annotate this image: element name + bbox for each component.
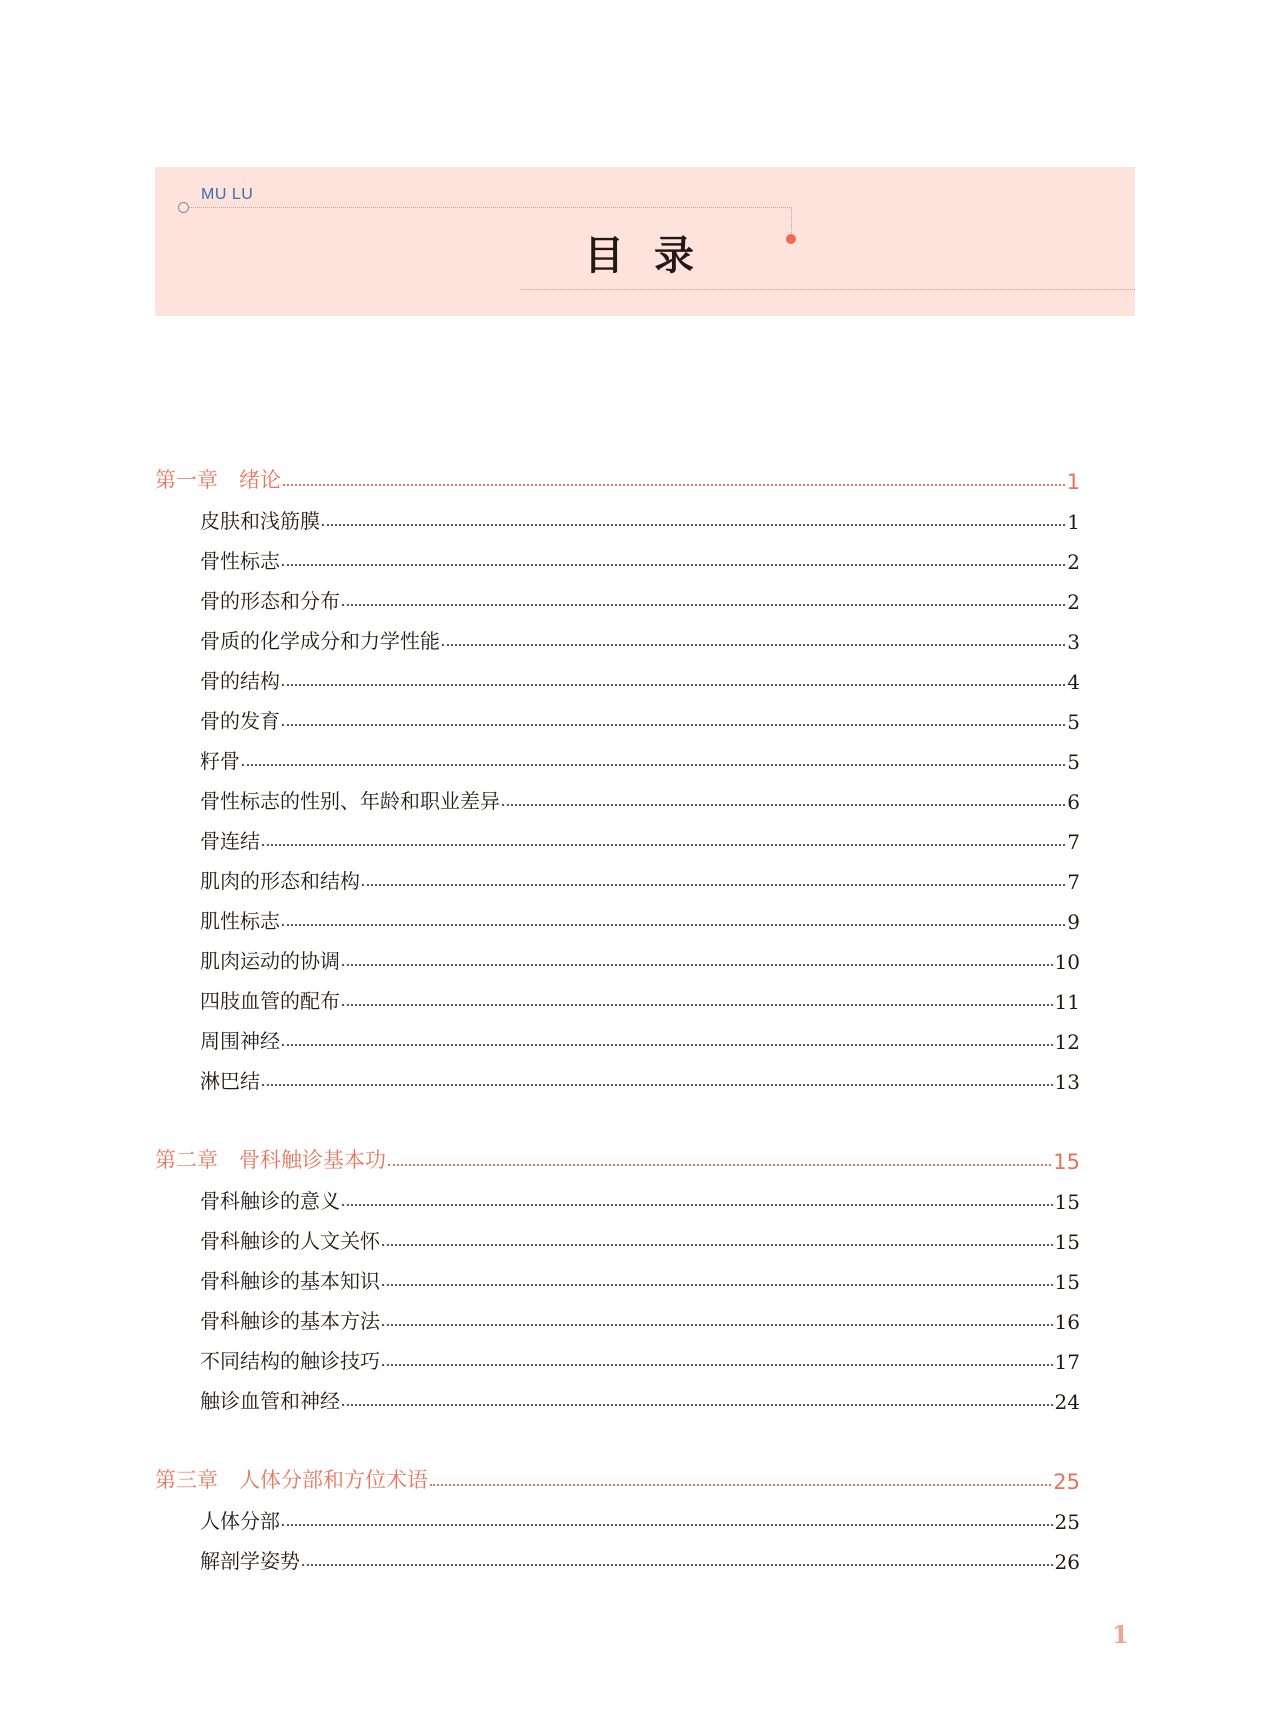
entry-title: 淋巴结 [200,1069,260,1093]
page-ref: 15 [1053,1150,1080,1174]
toc-entry[interactable] [200,1018,1080,1054]
dot-leader [382,1284,1053,1286]
dot-leader [430,1484,1051,1486]
ring-marker-icon [178,202,189,213]
entry-title: 骨科触诊的人文关怀 [200,1229,380,1253]
page-ref: 4 [1067,670,1080,694]
page-ref: 3 [1067,630,1080,654]
page-ref: 24 [1054,1390,1080,1414]
dot-leader [342,1204,1053,1206]
page-ref: 2 [1067,550,1080,574]
toc-entry[interactable] [200,1298,1080,1334]
page-ref: 26 [1054,1550,1080,1574]
page-ref: 13 [1054,1070,1080,1094]
toc-entry[interactable] [200,658,1080,694]
dot-leader [262,844,1065,846]
entry-title: 触诊血管和神经 [200,1389,340,1413]
entry-title: 肌肉运动的协调 [200,949,340,973]
entry-title: 不同结构的触诊技巧 [200,1349,380,1373]
entry-title: 骨科触诊的基本知识 [200,1269,380,1293]
dot-leader [283,484,1065,486]
decorative-dotted-line-vertical [791,207,792,235]
page-ref: 6 [1067,790,1080,814]
entry-title: 解剖学姿势 [200,1549,300,1573]
decorative-dotted-underline [520,289,1135,290]
toc-entry[interactable] [200,498,1080,534]
dot-leader [282,1524,1053,1526]
page-title: 目录 [584,232,724,279]
toc-entry[interactable] [200,1258,1080,1294]
entry-title: 肌肉的形态和结构 [200,869,360,893]
page-ref: 25 [1054,1510,1080,1534]
dot-leader [282,564,1065,566]
entry-title: 骨的结构 [200,669,280,693]
toc-chapter[interactable] [155,458,1080,494]
dot-leader [442,644,1065,646]
dot-leader [322,524,1065,526]
entry-title: 骨质的化学成分和力学性能 [200,629,440,653]
page-ref: 5 [1067,710,1080,734]
toc-entry[interactable] [200,1058,1080,1094]
dot-leader [382,1364,1053,1366]
page-ref: 16 [1054,1310,1080,1334]
page-number: 1 [1112,1620,1129,1649]
toc-entry[interactable] [200,938,1080,974]
page-ref: 12 [1054,1030,1080,1054]
entry-title: 周围神经 [200,1029,280,1053]
toc-entry[interactable] [200,1498,1080,1534]
dot-leader [282,684,1065,686]
red-dot-marker-icon [786,234,796,244]
dot-leader [282,1044,1053,1046]
page-ref: 17 [1054,1350,1080,1374]
page-ref: 15 [1054,1270,1080,1294]
entry-title: 骨连结 [200,829,260,853]
dot-leader [282,724,1065,726]
page-ref: 25 [1053,1470,1080,1494]
toc-chapter[interactable] [155,1458,1080,1494]
entry-title: 皮肤和浅筋膜 [200,509,320,533]
decorative-dotted-line [189,207,792,208]
page-ref: 2 [1067,590,1080,614]
page-ref: 1 [1066,470,1080,494]
entry-title: 四肢血管的配布 [200,989,340,1013]
entry-title: 肌性标志 [200,909,280,933]
toc-entry[interactable] [200,698,1080,734]
page-ref: 7 [1067,830,1080,854]
entry-title: 骨的发育 [200,709,280,733]
toc-entry[interactable] [200,818,1080,854]
dot-leader [382,1244,1053,1246]
entry-title: 籽骨 [200,749,240,773]
toc-entry[interactable] [200,738,1080,774]
toc-entry[interactable] [200,978,1080,1014]
dot-leader [342,1404,1053,1406]
dot-leader [342,964,1053,966]
dot-leader [242,764,1065,766]
toc-entry[interactable] [200,1338,1080,1374]
dot-leader [342,604,1065,606]
pinyin-label: MU LU [201,186,254,203]
chapter-title: 第一章 绪论 [155,468,281,492]
toc-entry[interactable] [200,1178,1080,1214]
page-ref: 11 [1054,990,1080,1014]
toc-chapter[interactable] [155,1138,1080,1174]
toc-entry[interactable] [200,778,1080,814]
page-ref: 10 [1054,950,1080,974]
page-ref: 5 [1067,750,1080,774]
chapter-title: 第二章 骨科触诊基本功 [155,1148,386,1172]
chapter-title: 第三章 人体分部和方位术语 [155,1468,428,1492]
dot-leader [388,1164,1051,1166]
dot-leader [282,924,1065,926]
page-ref: 1 [1067,510,1080,534]
entry-title: 骨性标志的性别、年龄和职业差异 [200,789,500,813]
dot-leader [362,884,1065,886]
toc-entry[interactable] [200,578,1080,614]
toc-entry[interactable] [200,858,1080,894]
dot-leader [262,1084,1053,1086]
entry-title: 骨科触诊的基本方法 [200,1309,380,1333]
dot-leader [502,804,1065,806]
entry-title: 骨科触诊的意义 [200,1189,340,1213]
page-ref: 9 [1067,910,1080,934]
page-ref: 15 [1054,1190,1080,1214]
toc-entry[interactable] [200,898,1080,934]
page-ref: 7 [1067,870,1080,894]
toc-entry[interactable] [200,1538,1080,1574]
toc-entry[interactable] [200,1378,1080,1414]
dot-leader [342,1004,1053,1006]
entry-title: 骨性标志 [200,549,280,573]
toc-entry[interactable] [200,618,1080,654]
entry-title: 骨的形态和分布 [200,589,340,613]
page-ref: 15 [1054,1230,1080,1254]
toc-entry[interactable] [200,538,1080,574]
dot-leader [302,1564,1053,1566]
dot-leader [382,1324,1053,1326]
toc-entry[interactable] [200,1218,1080,1254]
entry-title: 人体分部 [200,1509,280,1533]
